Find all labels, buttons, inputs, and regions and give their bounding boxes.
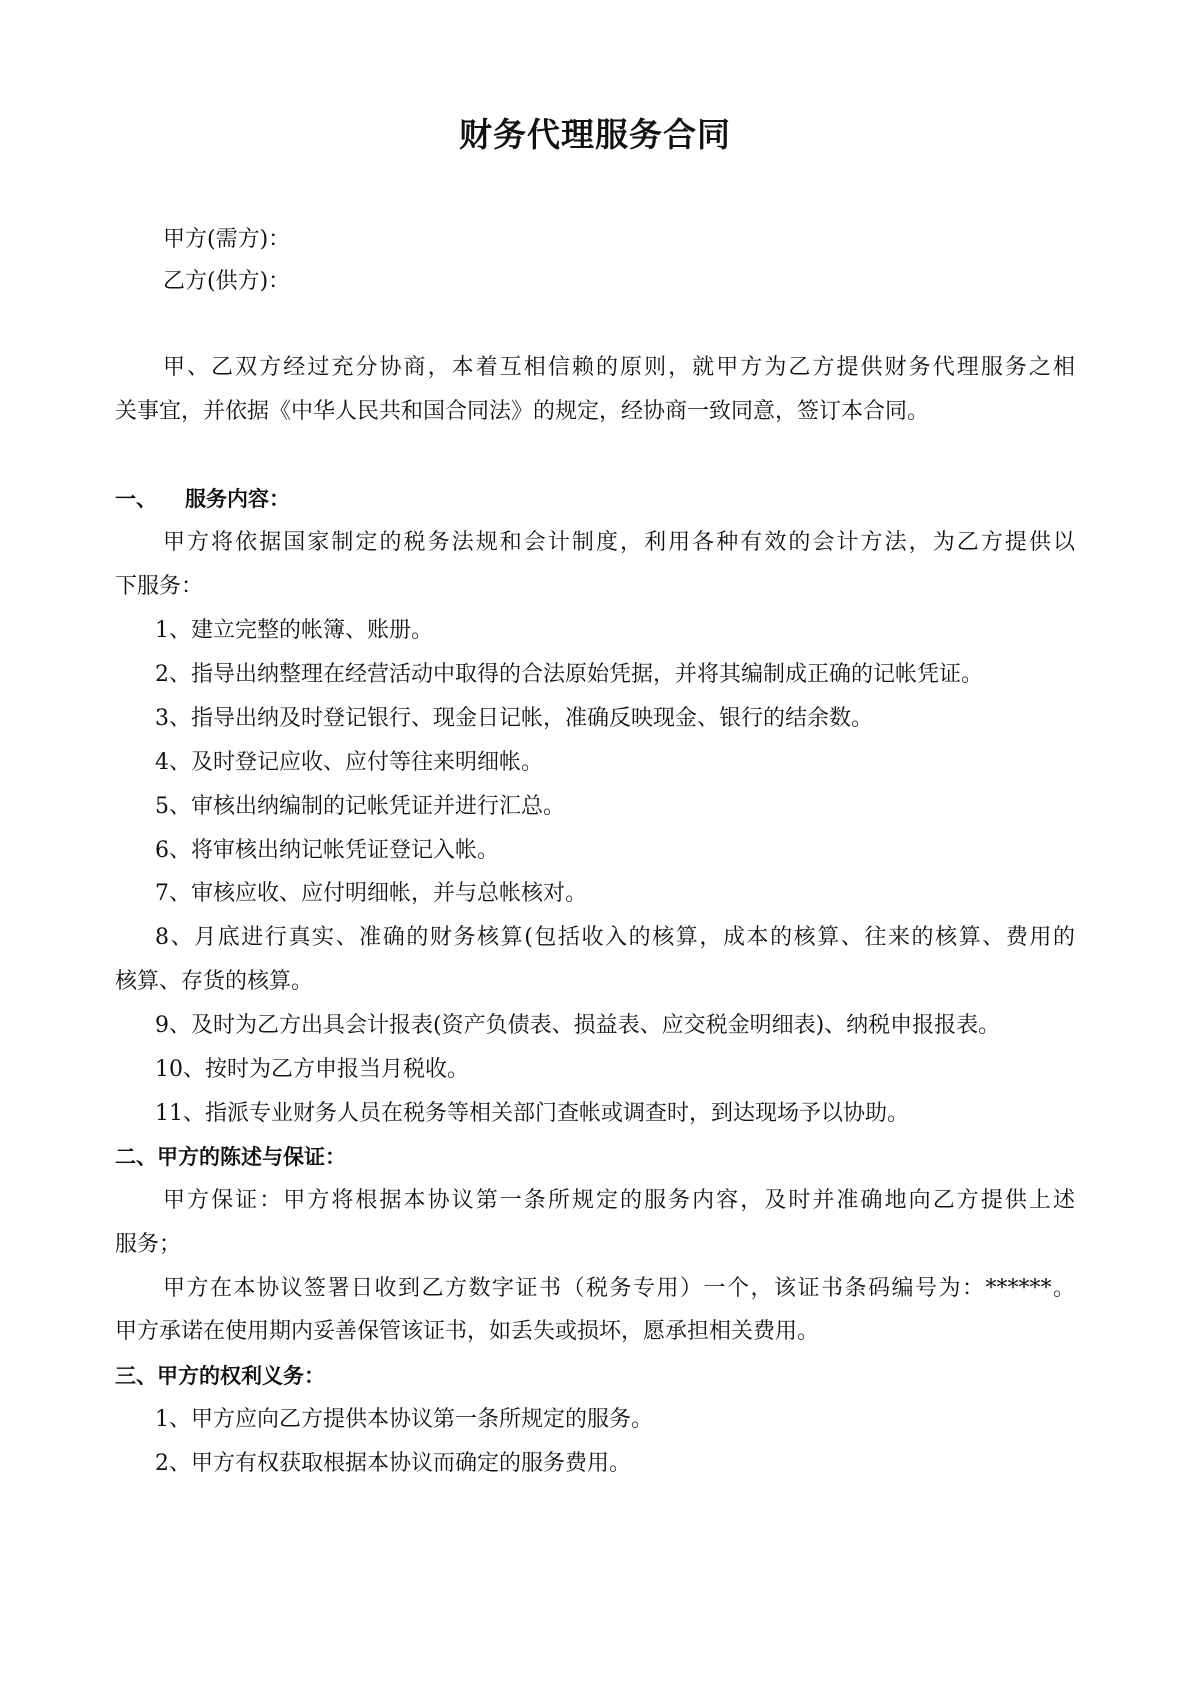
intro-line-2: 关事宜，并依据《中华人民共和国合同法》的规定，经协商一致同意，签订本合同。 [115, 399, 930, 424]
section-2-heading: 二、甲方的陈述与保证： [115, 1145, 346, 1169]
section-1-para-line-1: 甲方将依据国家制定的税务法规和会计制度，利用各种有效的会计方法，为乙方提供以 [163, 530, 1075, 555]
service-item-1: 1、建立完整的帐簿、账册。 [155, 618, 433, 643]
service-item-2: 2、指导出纳整理在经营活动中取得的合法原始凭据，并将其编制成正确的记帐凭证。 [155, 662, 983, 687]
service-item-11: 11、指派专业财务人员在税务等相关部门查帐或调查时，到达现场予以协助。 [155, 1101, 909, 1126]
section-1-title: 服务内容： [185, 487, 290, 511]
section-2-para1-line-2: 服务； [115, 1232, 182, 1257]
service-item-5: 5、审核出纳编制的记帐凭证并进行汇总。 [155, 794, 565, 819]
service-item-8-line-1: 8、月底进行真实、准确的财务核算(包括收入的核算，成本的核算、往来的核算、费用的 [155, 925, 1075, 950]
service-item-3: 3、指导出纳及时登记银行、现金日记帐，准确反映现金、银行的结余数。 [155, 706, 873, 731]
party-a-label: 甲方(需方)： [163, 227, 291, 252]
rights-item-1: 1、甲方应向乙方提供本协议第一条所规定的服务。 [155, 1407, 653, 1432]
section-2-para2-line-2: 甲方承诺在使用期内妥善保管该证书，如丢失或损坏，愿承担相关费用。 [115, 1319, 820, 1344]
section-2-para1-line-1: 甲方保证：甲方将根据本协议第一条所规定的服务内容，及时并准确地向乙方提供上述 [163, 1188, 1075, 1213]
party-b-label: 乙方(供方)： [163, 269, 291, 294]
service-item-9: 9、及时为乙方出具会计报表(资产负债表、损益表、应交税金明细表)、纳税申报报表。 [155, 1013, 1001, 1038]
service-item-4: 4、及时登记应收、应付等往来明细帐。 [155, 750, 543, 775]
service-item-10: 10、按时为乙方申报当月税收。 [155, 1057, 469, 1082]
section-1-para-line-2: 下服务： [115, 574, 204, 599]
section-2-para2-line-1: 甲方在本协议签署日收到乙方数字证书（税务专用）一个，该证书条码编号为：******。 [163, 1276, 1075, 1301]
document-title: 财务代理服务合同 [459, 115, 731, 154]
service-item-7: 7、审核应收、应付明细帐，并与总帐核对。 [155, 881, 587, 906]
intro-line-1: 甲、乙双方经过充分协商，本着互相信赖的原则，就甲方为乙方提供财务代理服务之相 [163, 355, 1075, 380]
rights-item-2: 2、甲方有权获取根据本协议而确定的服务费用。 [155, 1451, 631, 1476]
section-3-heading: 三、甲方的权利义务： [115, 1364, 325, 1388]
service-item-8-line-2: 核算、存货的核算。 [115, 969, 314, 994]
section-1-heading [115, 483, 290, 515]
service-item-6: 6、将审核出纳记帐凭证登记入帐。 [155, 838, 499, 863]
section-1-number: 一、 [115, 487, 157, 511]
